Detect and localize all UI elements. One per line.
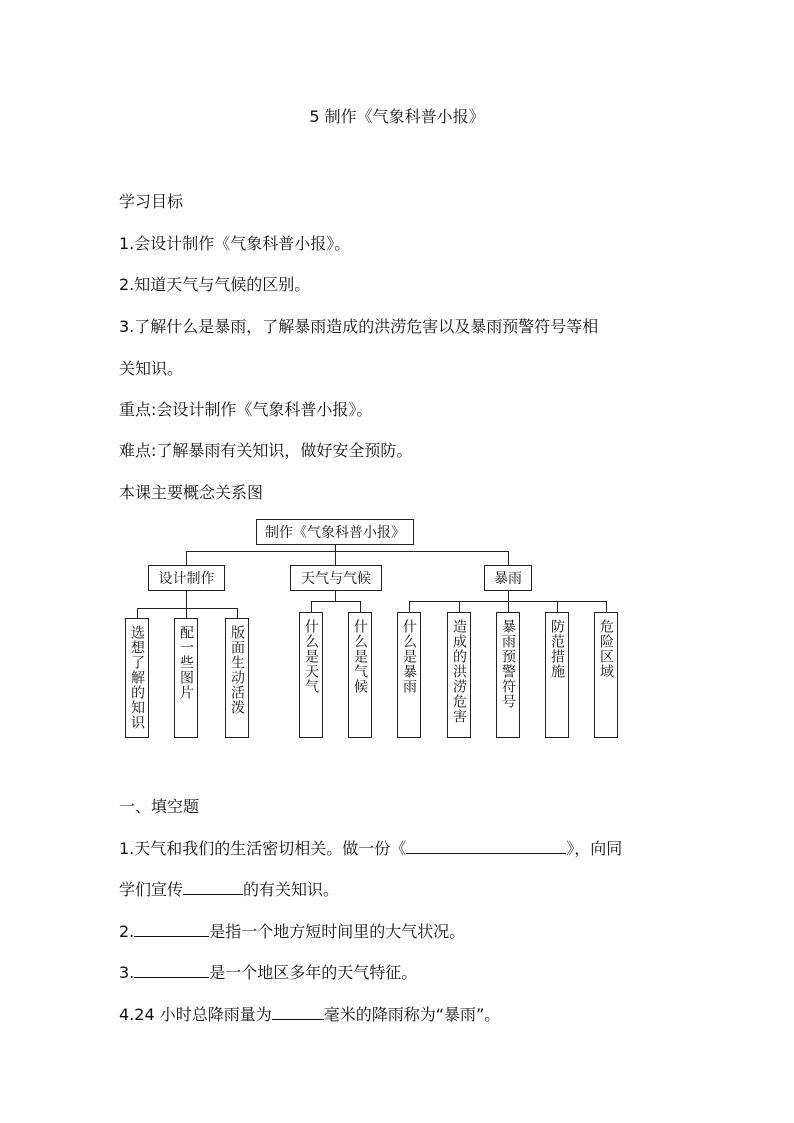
leaf-warning-symbols: 暴雨预警符号 (496, 612, 520, 738)
q3-blank[interactable] (134, 962, 209, 978)
q1-blank-1[interactable] (406, 838, 566, 854)
question-1-cont (119, 877, 339, 900)
q2-text-a: 2. (119, 922, 135, 941)
objective-2: 2.知道天气与气候的区别。 (119, 275, 311, 294)
diagram-root: 制作《气象科普小报》 (256, 519, 414, 545)
question-2 (119, 919, 465, 942)
q2-blank[interactable] (134, 921, 209, 937)
leaf-lively-layout: 版面生动活泼 (225, 618, 249, 738)
q1-text-b: 》，向同 (566, 839, 623, 858)
leaf-flood-damage: 造成的洪涝危害 (447, 612, 471, 738)
group-design: 设计制作 (148, 565, 225, 591)
q3-text-a: 3. (119, 963, 135, 982)
leaf-choose-knowledge: 选想了解的知识 (125, 618, 149, 738)
question-4 (119, 1002, 500, 1025)
objective-3: 3.了解什么是暴雨，了解暴雨造成的洪涝危害以及暴雨预警符号等相 (119, 317, 599, 336)
leaf-prevention: 防范措施 (545, 612, 569, 738)
group-weather-climate: 天气与气候 (290, 565, 382, 591)
group-rainstorm: 暴雨 (484, 565, 532, 591)
objective-1: 1.会设计制作《气象科普小报》。 (119, 234, 351, 253)
leaf-add-pictures: 配一些图片 (174, 618, 198, 738)
q3-text-b: 是一个地区多年的天气特征。 (209, 963, 418, 982)
q2-text-b: 是指一个地方短时间里的大气状况。 (209, 922, 466, 941)
objective-3-cont: 关知识。 (119, 359, 184, 378)
objectives-heading: 学习目标 (119, 192, 184, 211)
difficult-point: 难点:了解暴雨有关知识，做好安全预防。 (119, 441, 413, 460)
page-title: 5 制作《气象科普小报》 (309, 107, 485, 126)
q4-blank[interactable] (272, 1004, 324, 1020)
question-3 (119, 960, 417, 983)
leaf-danger-areas: 危险区域 (594, 612, 618, 738)
diagram-heading: 本课主要概念关系图 (119, 483, 264, 502)
q4-text-a: 4.24 小时总降雨量为 (119, 1005, 272, 1024)
key-point: 重点:会设计制作《气象科普小报》。 (119, 400, 373, 419)
q1-text-c: 学们宣传 (119, 880, 184, 899)
question-1 (119, 836, 622, 859)
q1-blank-2[interactable] (183, 879, 243, 895)
leaf-what-is-weather: 什么是天气 (299, 612, 323, 738)
q4-text-b: 毫米的降雨称为“暴雨”。 (323, 1005, 501, 1024)
leaf-what-is-rainstorm: 什么是暴雨 (397, 612, 421, 738)
leaf-what-is-climate: 什么是气候 (348, 612, 372, 738)
exercise-heading: 一、填空题 (119, 797, 200, 816)
q1-text-d: 的有关知识。 (243, 880, 340, 899)
q1-text-a: 1.天气和我们的生活密切相关。做一份《 (119, 839, 407, 858)
